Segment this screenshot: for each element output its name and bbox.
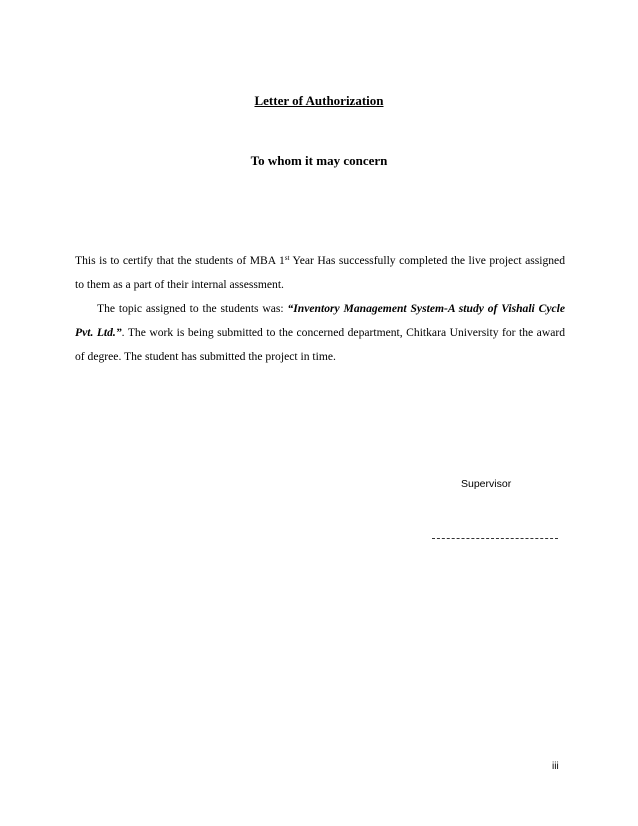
- topic-intro-text: The topic assigned to the students was:: [97, 302, 288, 315]
- salutation: To whom it may concern: [250, 153, 388, 168]
- letter-title-text: Letter of Authorization: [254, 93, 384, 108]
- ordinal-superscript: st: [284, 254, 290, 262]
- signature-line: [432, 538, 558, 539]
- certification-text-start: This is to certify that the students of MBA 1: [75, 254, 285, 267]
- certification-paragraph: [75, 249, 565, 297]
- certification-text-end: Year Has successfully completed the live project assigned to them as a part of their internal assessment.: [75, 254, 565, 291]
- supervisor-label: Supervisor: [461, 478, 512, 490]
- topic-closing-text: . The work is being submitted to the concerned department, Chitkara University for the award of degree. The student has submitted the project in time.: [75, 326, 565, 363]
- topic-paragraph: [75, 297, 565, 369]
- letter-title: [0, 93, 638, 109]
- page-number: iii: [552, 761, 559, 772]
- project-topic: “Inventory Management System-A study of Vishali Cycle Pvt. Ltd.”: [75, 302, 566, 339]
